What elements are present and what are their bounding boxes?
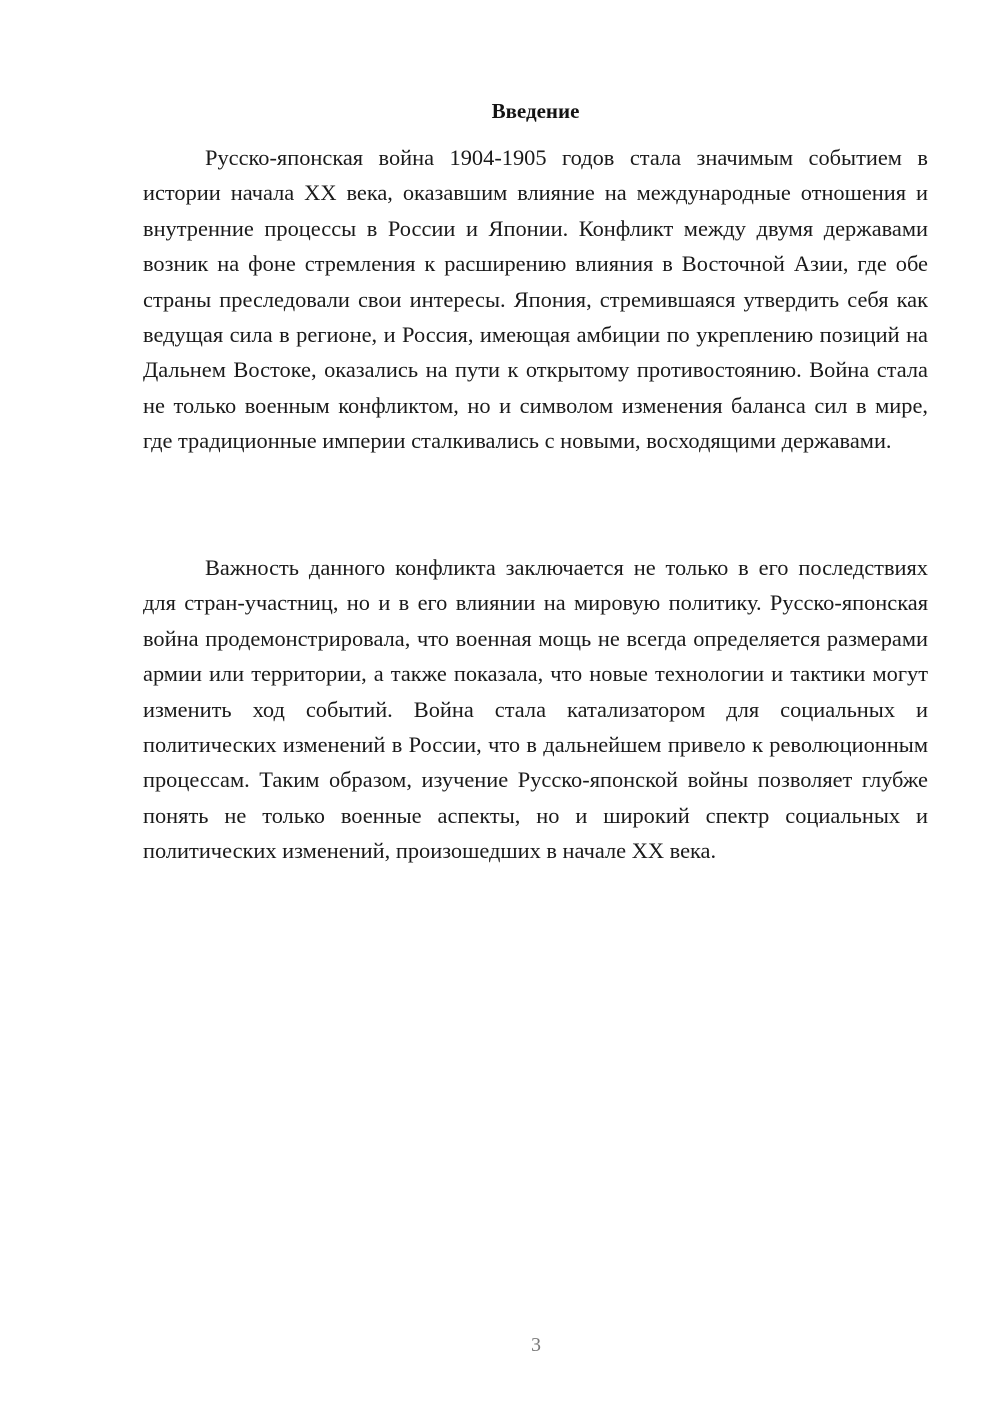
section-heading: Введение bbox=[491, 99, 580, 123]
page-number: 3 bbox=[531, 1334, 541, 1356]
paragraph-importance: Важность данного конфликта заключается не только в его последствиях для стран-участниц, но и в его влиянии на мировую политику. Русско-японская война продемонстрировала, что военная мощь не всегда определяется размерами армии или территории, а также показала, что новые технологии и тактики могут изменить ход событий. Война стала катализатором для социальных и политических изменений в России, что в дальнейшем привело к революционным процессам. Таким образом, изучение Русско-японской войны позволяет глубже понять не только военные аспекты, но и широкий спектр социальных и политических изменений, произошедших в начале XX века. bbox=[143, 555, 928, 864]
paragraph-intro: Русско-японская война 1904-1905 годов стала значимым событием в истории начала XX века, оказавшим влияние на международные отношения и внутренние процессы в России и Японии. Конфликт между двумя державами возник на фоне стремления к расширению влияния в Восточной Азии, где обе страны преследовали свои интересы. Япония, стремившаяся утвердить себя как ведущая сила в регионе, и Россия, имеющая амбиции по укреплению позиций на Дальнем Востоке, оказались на пути к открытому противостоянию. Война стала не только военным конфликтом, но и символом изменения баланса сил в мире, где традиционные империи сталкивались с новыми, восходящими державами. bbox=[143, 145, 928, 454]
